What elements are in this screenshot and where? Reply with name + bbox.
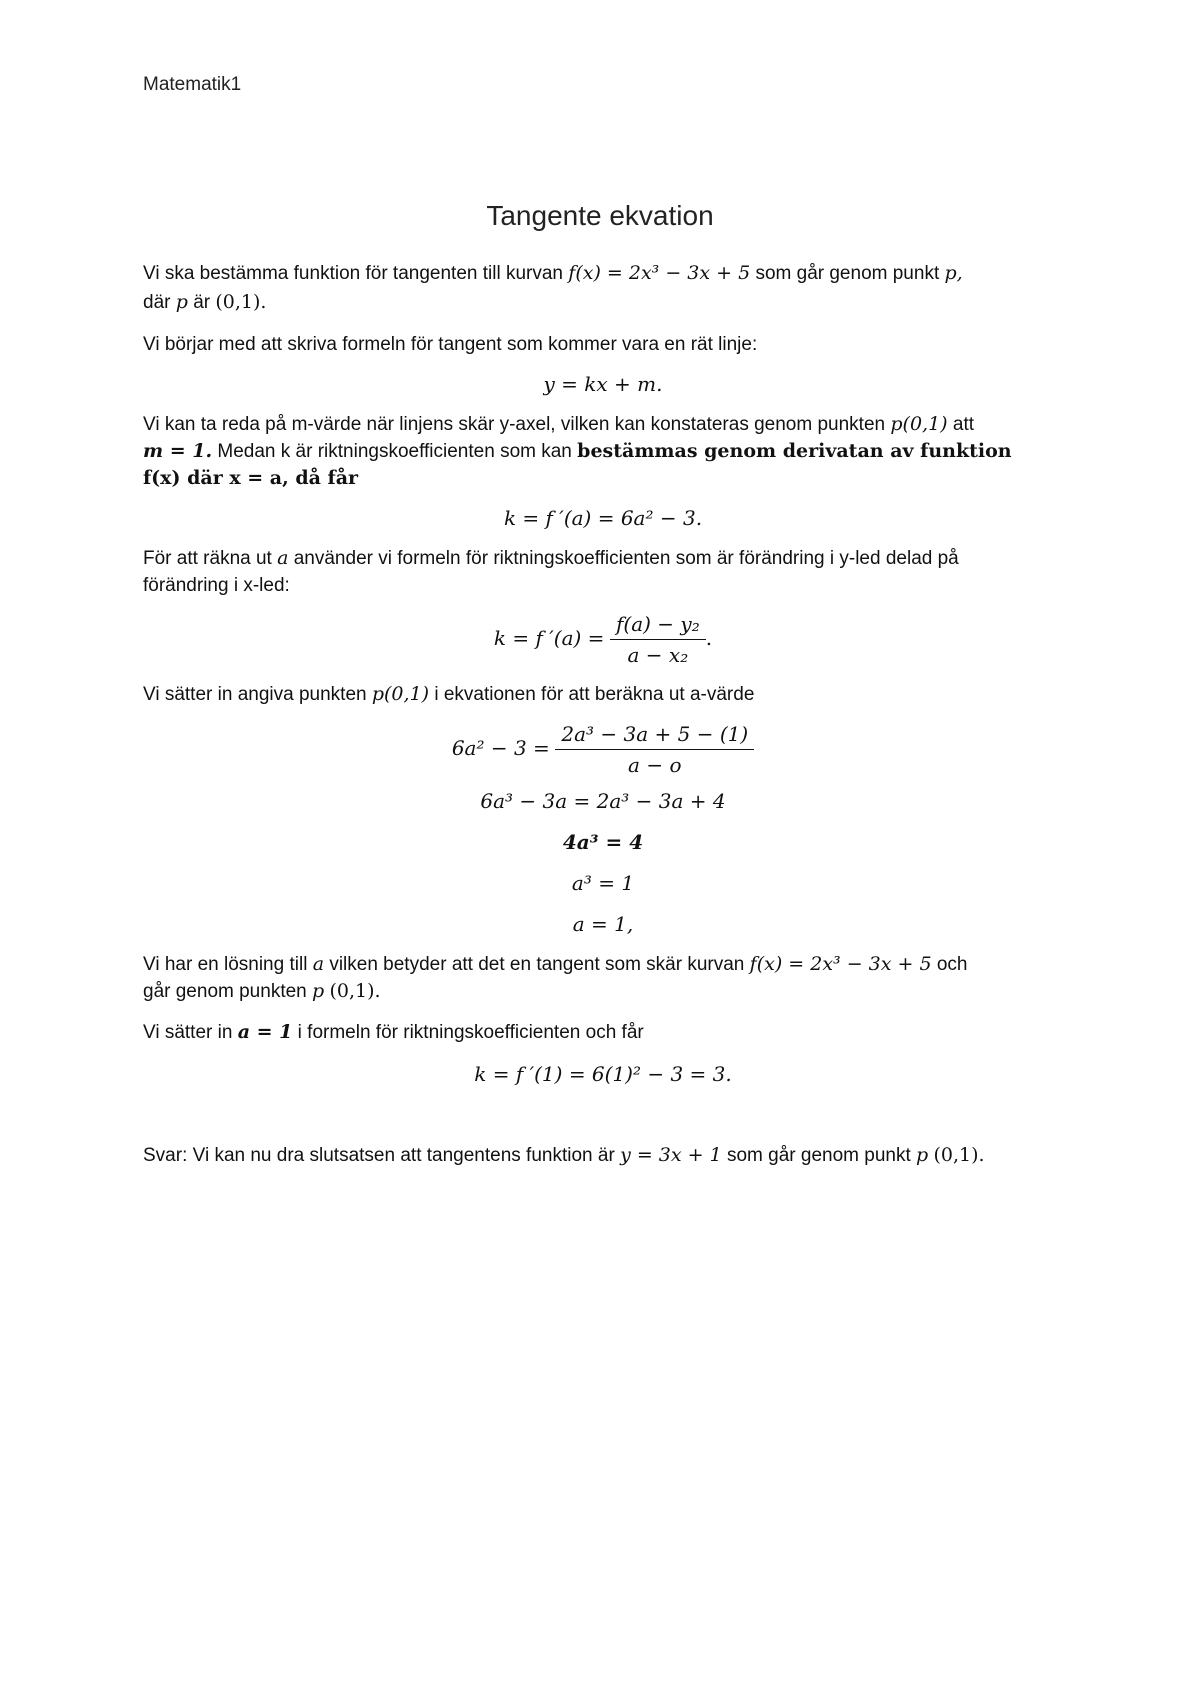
text: Vi kan ta reda på m-värde när linjens skär y-axel, vilken kan konstateras genom punkten bbox=[143, 414, 886, 435]
text: Vi ska bestämma funktion för tangenten till kurvan bbox=[143, 263, 563, 284]
paragraph-m-value-line1 bbox=[143, 412, 1063, 437]
equation-slope-derivative: k = f ′(a) = 6a² − 3. bbox=[503, 506, 703, 530]
equation-substitution bbox=[143, 722, 1063, 777]
answer-paragraph bbox=[143, 1143, 1063, 1168]
text: i ekvationen för att beräkna ut a-värde bbox=[434, 684, 755, 705]
text: Vi sätter in angiva punkten bbox=[143, 684, 367, 705]
text: Vi sätter in bbox=[143, 1022, 233, 1043]
fraction-numerator: f(a) − y₂ bbox=[610, 612, 706, 640]
text: Medan k är riktningskoefficienten som kan bbox=[217, 441, 572, 462]
fraction bbox=[555, 722, 754, 777]
math-point: (0,1). bbox=[933, 1144, 985, 1166]
math-point: (0,1). bbox=[215, 291, 267, 313]
paragraph-slope-formula-line2: förändring i x-led: bbox=[143, 575, 290, 596]
paragraph-slope-formula-line1 bbox=[143, 546, 1063, 571]
text: Vi har en lösning till bbox=[143, 954, 308, 975]
equation-step-4: a = 1, bbox=[572, 912, 634, 936]
math-m-equation: m = 1. bbox=[143, 440, 213, 462]
text: att bbox=[952, 414, 975, 435]
equation-step-3: a³ = 1 bbox=[571, 871, 635, 895]
bold-text: bestämmas genom derivatan av funktion bbox=[577, 440, 1012, 462]
text: i formeln för riktningskoefficienten och får bbox=[297, 1022, 644, 1043]
fraction-denominator: a − o bbox=[628, 753, 682, 777]
math-function: f(x) = 2x³ − 3x + 5 bbox=[568, 262, 751, 284]
document-title: Tangente ekvation bbox=[486, 200, 714, 231]
text: går genom punkten bbox=[143, 981, 307, 1002]
fraction bbox=[610, 612, 706, 667]
math-point-label: p bbox=[312, 980, 325, 1002]
paragraph-insert-point bbox=[143, 682, 1063, 707]
math-function: f(x) = 2x³ − 3x + 5 bbox=[749, 953, 932, 975]
equation-slope-fraction bbox=[143, 612, 1063, 667]
paragraph-intro-line1 bbox=[143, 261, 1063, 286]
math-variable: a bbox=[277, 547, 289, 569]
math-point: p(0,1) bbox=[371, 683, 430, 705]
equation-slope-value: k = f ′(1) = 6(1)² − 3 = 3. bbox=[474, 1062, 732, 1086]
equation-lhs: 6a² − 3 = bbox=[451, 735, 550, 760]
math-point-label: p bbox=[916, 1144, 929, 1166]
math-point-label: p, bbox=[944, 262, 963, 284]
math-condition: f(x) där x = a, då får bbox=[143, 467, 359, 489]
page-header: Matematik1 bbox=[143, 74, 242, 95]
math-point: (0,1). bbox=[329, 980, 381, 1002]
text: är bbox=[193, 292, 211, 313]
math-point-label: p bbox=[175, 291, 188, 313]
equation-period: . bbox=[705, 625, 713, 650]
text: använder vi formeln för riktningskoefficienten som är förändring i y-led delad på bbox=[293, 548, 959, 569]
text: och bbox=[936, 954, 968, 975]
math-tangent-equation: y = 3x + 1 bbox=[620, 1144, 722, 1166]
paragraph-insert-a bbox=[143, 1020, 1063, 1045]
text: som går genom punkt bbox=[726, 1145, 911, 1166]
text: För att räkna ut bbox=[143, 548, 272, 569]
paragraph-intro-line2 bbox=[143, 290, 1063, 315]
text: där bbox=[143, 292, 171, 313]
text: vilken betyder att det en tangent som skär kurvan bbox=[329, 954, 745, 975]
paragraph-m-value-line2 bbox=[143, 439, 1063, 464]
math-point: p(0,1) bbox=[890, 413, 948, 435]
math-variable: a bbox=[312, 953, 325, 975]
equation-step-2: 4a³ = 4 bbox=[562, 830, 644, 854]
fraction-numerator: 2a³ − 3a + 5 − (1) bbox=[555, 722, 754, 750]
paragraph-solution-line1 bbox=[143, 952, 1063, 977]
text: Svar: Vi kan nu dra slutsatsen att tangentens funktion är bbox=[143, 1145, 615, 1166]
paragraph-line-formula: Vi börjar med att skriva formeln för tangent som kommer vara en rät linje: bbox=[143, 334, 758, 355]
equation-step-1: 6a³ − 3a = 2a³ − 3a + 4 bbox=[480, 789, 726, 813]
fraction-denominator: a − x₂ bbox=[627, 643, 689, 667]
text: som går genom punkt bbox=[755, 263, 940, 284]
equation-lhs: k = f ′(a) = bbox=[493, 625, 605, 650]
paragraph-m-value-line3 bbox=[143, 466, 1063, 491]
paragraph-solution-line2 bbox=[143, 979, 1063, 1004]
equation-line: y = kx + m. bbox=[543, 372, 663, 396]
math-a-equation: a = 1 bbox=[237, 1021, 293, 1043]
